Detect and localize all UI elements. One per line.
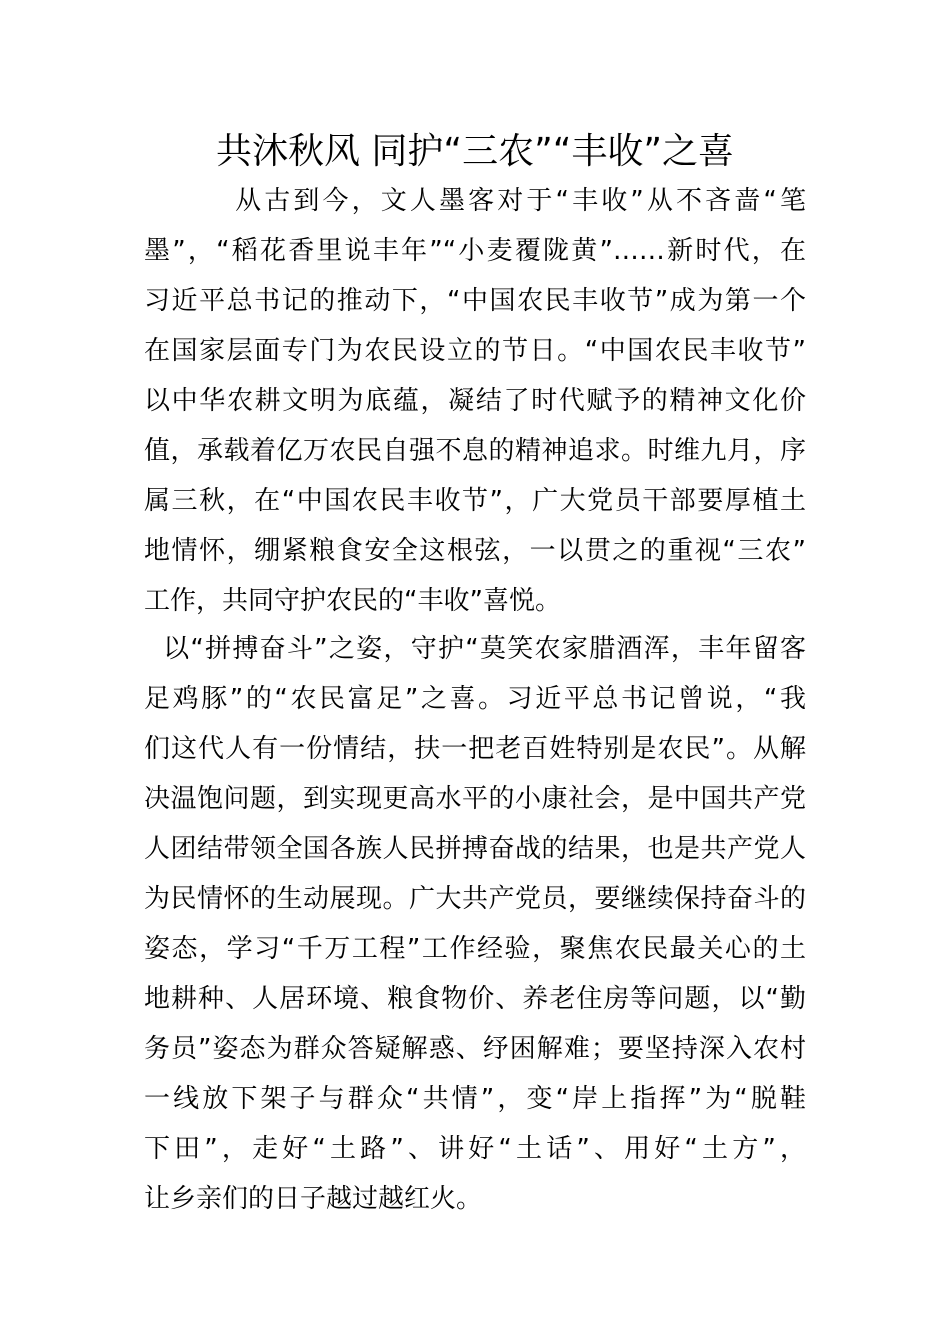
- paragraph-line: 工作，共同守护农民的“丰收”喜悦。: [144, 586, 561, 616]
- paragraph-line: 墨”，“稻花香里说丰年”“小麦覆陇黄”……新时代，在: [144, 236, 806, 266]
- paragraph-line: 以“拼搏奋斗”之姿，守护“莫笑农家腊酒浑，丰年留客: [144, 634, 806, 664]
- paragraph-line: 足鸡豚”的“农民富足”之喜。习近平总书记曾说，“我: [144, 684, 806, 714]
- paragraph-line: 姿态，学习“千万工程”工作经验，聚焦农民最关心的土: [144, 934, 806, 964]
- paragraph-line: 在国家层面专门为农民设立的节日。“中国农民丰收节”: [144, 336, 806, 366]
- paragraph-line: 值，承载着亿万农民自强不息的精神追求。时维九月，序: [144, 436, 806, 466]
- paragraph-line: 属三秋，在“中国农民丰收节”，广大党员干部要厚植土: [144, 486, 806, 516]
- paragraph-2: [144, 624, 806, 1224]
- paragraph-line: 习近平总书记的推动下，“中国农民丰收节”成为第一个: [144, 286, 806, 316]
- paragraph-line: 决温饱问题，到实现更高水平的小康社会，是中国共产党: [144, 784, 806, 814]
- paragraph-line: 让乡亲们的日子越过越红火。: [144, 1184, 483, 1214]
- paragraph-line: 们这代人有一份情结，扶一把老百姓特别是农民”。从解: [144, 734, 806, 764]
- paragraph-line: 务员”姿态为群众答疑解惑、纾困解难；要坚持深入农村: [144, 1034, 806, 1064]
- paragraph-line: 地情怀，绷紧粮食安全这根弦，一以贯之的重视“三农”: [144, 536, 806, 566]
- paragraph-line: 地耕种、人居环境、粮食物价、养老住房等问题，以“勤: [144, 984, 806, 1014]
- paragraph-line: 从古到今，文人墨客对于“丰收”从不吝啬“笔: [144, 186, 806, 216]
- paragraph-line: 为民情怀的生动展现。广大共产党员，要继续保持奋斗的: [144, 884, 806, 914]
- paragraph-1: [144, 176, 806, 626]
- document-title: 共沐秋风 同护“三农”“丰收”之喜: [215, 131, 735, 172]
- paragraph-line: 以中华农耕文明为底蕴，凝结了时代赋予的精神文化价: [144, 386, 806, 416]
- paragraph-line: 人团结带领全国各族人民拼搏奋战的结果，也是共产党人: [144, 834, 806, 864]
- paragraph-line: 一线放下架子与群众“共情”，变“岸上指挥”为“脱鞋: [144, 1084, 806, 1114]
- paragraph-line: 下田”，走好“土路”、讲好“土话”、用好“土方”，: [144, 1134, 806, 1164]
